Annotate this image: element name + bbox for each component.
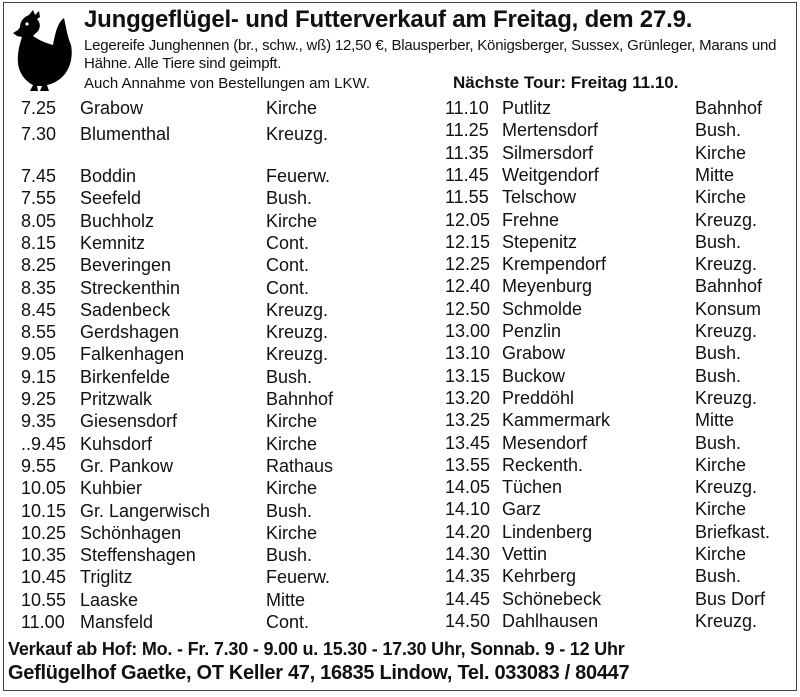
stop-stop: Briefkast. [695, 521, 771, 542]
rooster-icon [7, 9, 75, 91]
stop-time: 9.25 [21, 389, 57, 409]
stop-stop: Kreuzg. [695, 321, 758, 341]
stop-time: 7.55 [21, 188, 57, 209]
stop-place: Buckow [502, 365, 566, 386]
stop-stop: Feuerw. [266, 166, 331, 186]
stop-place: Boddin [80, 166, 137, 186]
stop-place: Mesendorf [502, 432, 588, 453]
stop-stop: Kreuzg. [695, 254, 758, 275]
stop-stop: Kirche [266, 411, 318, 432]
stop-time: 13.55 [445, 454, 491, 475]
stop-place: Buchholz [80, 210, 155, 231]
stop-place: Meyenburg [502, 276, 593, 297]
orders-note: Auch Annahme von Bestellungen am LKW. [84, 75, 371, 92]
ad-title: Junggeflügel- und Futterverkauf am Freitag, dem 27.9. [84, 6, 693, 33]
stop-time: 11.55 [445, 187, 489, 208]
stop-place: Preddöhl [502, 387, 575, 408]
stop-stop: Cont. [266, 232, 310, 253]
stop-time: 8.55 [21, 322, 57, 343]
stop-stop: Feuerw. [266, 567, 331, 588]
stop-stop: Bahnhof [266, 389, 334, 409]
stop-time: 14.50 [445, 610, 491, 631]
stop-time: 13.45 [445, 432, 491, 453]
stop-time: 11.10 [445, 98, 489, 118]
stop-time: ..9.45 [21, 433, 67, 454]
stop-stop: Mitte [695, 164, 735, 185]
stop-stop: Bush. [266, 188, 313, 209]
stop-place: Pritzwalk [80, 389, 153, 409]
stop-place: Falkenhagen [80, 344, 185, 365]
stop-stop: Kreuzg. [266, 322, 329, 343]
stop-place: Garz [502, 499, 542, 520]
stop-place: Lindenberg [502, 521, 593, 542]
stop-stop: Kreuzg. [695, 477, 758, 498]
stop-time: 11.35 [445, 142, 489, 163]
stop-stop: Kirche [266, 522, 318, 543]
stop-place: Schönebeck [502, 588, 602, 609]
stop-stop: Bush. [695, 432, 742, 453]
stop-stop: Kreuzg. [695, 387, 758, 408]
stop-place: Kehrberg [502, 566, 577, 587]
stop-time: 14.10 [445, 499, 491, 520]
stop-place: Tüchen [502, 477, 563, 498]
stop-place: Gerdshagen [80, 322, 180, 343]
stop-stop: Bush. [266, 500, 313, 521]
stop-stop: Bush. [695, 566, 742, 587]
stop-place: Putlitz [502, 98, 552, 118]
stop-time: 14.30 [445, 544, 491, 564]
stop-place: Stepenitz [502, 231, 578, 252]
stop-place: Krempendorf [502, 254, 607, 275]
farm-sales-hours: Verkauf ab Hof: Mo. - Fr. 7.30 - 9.00 u. 15.30 - 17.30 Uhr, Sonnab. 9 - 12 Uhr [8, 639, 625, 659]
stop-place: Schmolde [502, 298, 583, 319]
stop-time: 10.05 [21, 478, 67, 499]
stop-stop: Bush. [695, 343, 742, 364]
stop-time: 12.25 [445, 254, 491, 275]
stop-place: Kammermark [502, 410, 611, 431]
stop-place: Beveringen [80, 255, 172, 276]
stop-stop: Kreuzg. [695, 209, 758, 230]
stop-place: Schönhagen [80, 522, 182, 543]
stop-stop: Mitte [266, 589, 306, 610]
stop-time: 9.55 [21, 455, 57, 476]
stop-stop: Cont. [266, 277, 310, 298]
stop-stop: Mitte [695, 410, 735, 431]
stop-place: Laaske [80, 589, 139, 610]
stop-place: Dahlhausen [502, 610, 599, 631]
stop-time: 12.15 [445, 231, 491, 252]
stop-time: 14.20 [445, 521, 491, 542]
stop-time: 7.45 [21, 166, 57, 186]
stop-place: Seefeld [80, 188, 142, 209]
stop-time: 10.45 [21, 567, 67, 588]
stop-time: 12.05 [445, 209, 491, 230]
stop-time: 8.25 [21, 255, 57, 276]
stop-stop: Konsum [695, 298, 762, 319]
stop-stop: Bush. [695, 120, 742, 141]
stop-place: Streckenthin [80, 277, 181, 298]
stop-place: Kuhbier [80, 478, 143, 499]
stop-time: 9.35 [21, 411, 57, 432]
stop-place: Weitgendorf [502, 164, 599, 185]
stop-place: Penzlin [502, 321, 562, 341]
stop-time: 14.35 [445, 566, 491, 587]
stop-place: Gr. Langerwisch [80, 500, 211, 521]
stop-place: Birkenfelde [80, 366, 171, 387]
stop-time: 10.55 [21, 589, 67, 610]
stop-stop: Bush. [266, 366, 313, 387]
stop-time: 8.05 [21, 210, 57, 231]
stop-stop: Kirche [695, 499, 747, 520]
stop-time: 13.10 [445, 343, 491, 364]
stop-stop: Kreuzg. [695, 610, 758, 631]
stop-time: 14.05 [445, 477, 491, 498]
stop-stop: Cont. [266, 612, 310, 632]
stop-time: 13.00 [445, 321, 491, 341]
stop-time: 13.25 [445, 410, 491, 431]
stop-stop: Kreuzg. [266, 299, 329, 320]
stop-stop: Bush. [266, 545, 313, 566]
stop-place: Vettin [502, 544, 548, 564]
stop-place: Telschow [502, 187, 577, 208]
stop-place: Mansfeld [80, 612, 154, 632]
stop-place: Sadenbeck [80, 299, 171, 320]
stop-place: Kuhsdorf [80, 433, 153, 454]
stop-stop: Kirche [266, 98, 318, 118]
stop-stop: Bush. [695, 231, 742, 252]
stop-time: 12.50 [445, 298, 491, 319]
stop-time: 8.45 [21, 299, 57, 320]
stop-place: Steffenshagen [80, 545, 196, 566]
stop-stop: Bahnhof [695, 98, 763, 118]
stop-time: 8.35 [21, 277, 57, 298]
stop-time: 11.25 [445, 120, 489, 141]
stop-place: Frehne [502, 209, 560, 230]
stop-time: 7.30 [21, 124, 57, 144]
stop-time: 8.15 [21, 232, 57, 253]
stop-time: 11.45 [445, 164, 489, 185]
stop-stop: Kirche [266, 478, 318, 499]
stop-place: Grabow [502, 343, 566, 364]
stop-place: Giesensdorf [80, 411, 178, 432]
stop-time: 11.00 [21, 612, 65, 632]
stop-time: 14.45 [445, 588, 491, 609]
stop-stop: Kirche [695, 187, 747, 208]
stop-stop: Bush. [695, 365, 742, 386]
stop-time: 10.35 [21, 545, 67, 566]
stop-time: 13.15 [445, 365, 491, 386]
stop-stop: Kreuzg. [266, 344, 329, 365]
stop-stop: Kirche [695, 142, 747, 163]
stop-place: Grabow [80, 98, 144, 118]
stop-stop: Kirche [266, 210, 318, 231]
stop-stop: Bus Dorf [695, 588, 766, 609]
stop-place: Silmersdorf [502, 142, 594, 163]
stop-place: Gr. Pankow [80, 455, 174, 476]
stop-time: 13.20 [445, 387, 491, 408]
stop-time: 10.25 [21, 522, 67, 543]
stop-time: 12.40 [445, 276, 491, 297]
stop-time: 7.25 [21, 98, 57, 118]
stop-time: 9.05 [21, 344, 57, 365]
stop-stop: Kirche [695, 544, 747, 564]
next-tour-note: Nächste Tour: Freitag 11.10. [453, 73, 679, 92]
stop-stop: Kirche [695, 454, 747, 475]
stop-stop: Cont. [266, 255, 310, 276]
ad-description: Legereife Junghennen (br., schw., wß) 12,50 €, Blausperber, Königsberger, Sussex, Grünleger, Marans und Hähne. Alle Tiere sind geimpft. [84, 37, 777, 72]
stop-time: 9.15 [21, 366, 57, 387]
stop-place: Blumenthal [80, 124, 171, 144]
stop-place: Triglitz [80, 567, 133, 588]
farm-address: Geflügelhof Gaetke, OT Keller 47, 16835 Lindow, Tel. 033083 / 80447 [8, 662, 630, 684]
poultry-sale-ad [3, 2, 797, 691]
stop-place: Reckenth. [502, 454, 584, 475]
stop-time: 10.15 [21, 500, 67, 521]
stop-stop: Bahnhof [695, 276, 763, 297]
stop-stop: Kirche [266, 433, 318, 454]
stop-place: Mertensdorf [502, 120, 599, 141]
stop-place: Kemnitz [80, 232, 146, 253]
stop-stop: Rathaus [266, 455, 334, 476]
stop-stop: Kreuzg. [266, 124, 329, 144]
